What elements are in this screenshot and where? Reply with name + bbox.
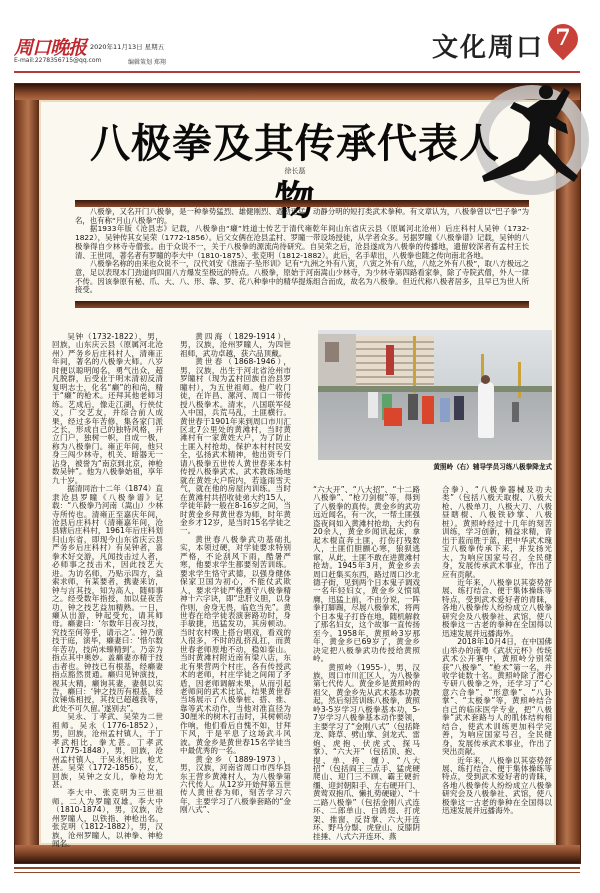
photo-student <box>368 392 378 418</box>
photo-billboard <box>325 342 339 362</box>
photo-banner <box>386 345 394 375</box>
footer-divider-thin <box>14 872 580 873</box>
body-paragraph: 据清同治十二年（1874）直隶沧县罗瞳《八极拳谱》记载：“八极拳乃河南（嵩山）少林寺所传也。清雍正至嘉庆年间，沧县后庄科村（清雍嘉年间，沧县辖后庄科村，1961年后庄科划归山东省，即现今山东省庆云县严务乡后庄科村）有吴钟者，喜拳术好交游，凡闻技击过人者，必师事之技击术，因此技艺大进。为访名师，乃贴示四方，益索求师，有某要者，携妻来访，钟与言其技，知为高人，随师事之。经受数年指授，加以昼夜苦功，钟之技艺益加精熟。一日，癞从出游，钟起受允，请其师母。癞妻曰：‘尔数年日夜习技，究技至何等乎，请示之’。钟乃演技于庭，演毕，癞妻曰：‘惜尔数年苦功，技尚未臻精到’。乃亲为指点其中奥妙。盖癞妻亦精于技击者也。钟技已有根基，经癞妻指点豁然贯通。癞归见钟演技，视其大精，癞询其妻，妻俱以实告，癞曰：‘钟之技历有根基，经汝锤炼相授，其技已超越我等，此处不可久留。’遂别去”。 <box>52 484 163 713</box>
contact-email: E-mail:2278356715@qq.com <box>14 57 102 64</box>
photo-hedge <box>318 386 552 392</box>
body-paragraph: 吴钟（1732-1822），男，回族，山东庆云县（原属河北沧州）严务乡后庄科村人，清雍正年间，著名的八极拳大师。八岁时便以聪明闻名，勇气出众，超凡脱群，后受业于明末清初反清复明志士，化名“癞”的和尚，精于“癞”的枪术。还拜其他老师习练。艺成后，像走江湖，行侠仗义，广交艺友，并综合前人成果，经过多年苦修，集各家门派之长，形成自己的独特风格，开立门户，独树一帜，自成一极，称为八极拳门。雍正年间，他只身三闯少林寺，机关、暗器无一沾身，被誉为“南京到北京，神枪数吴钟”。他为八极拳始祖，享年九十岁。 <box>52 332 163 485</box>
newspaper-logo: 周口晚报 <box>14 37 87 59</box>
body-paragraph: 近年来，八极拳以其姿势舒展、练打结合、便于集体操练等特点，受到武术爱好者的青睐，各地八极拳传人纷纷成立八极拳研究会及八极拳社、武馆，使八极拳这一古老的拳种在全国得以迅速发展并远播海外。 <box>442 577 552 638</box>
photo-building <box>356 336 434 390</box>
article-photo <box>318 330 552 460</box>
body-paragraph: 近年来，八极拳以其姿势舒展、练打结合、便于集体操练等特点，受到武术爱好者的青睐，各地八极拳传人纷纷成立八极拳研究会及八极拳社、武馆，使八极拳这一古老的拳种在全国得以迅速发展并远播海外。 <box>442 755 552 816</box>
article-title: 八极拳及其传承代表人 <box>90 120 500 167</box>
footer-divider <box>14 867 580 869</box>
body-column-2 <box>180 333 291 825</box>
intro-top-bar <box>75 200 529 207</box>
photo-student <box>440 398 450 422</box>
frame-left-edge <box>15 84 39 863</box>
frame-right-edge <box>556 84 580 863</box>
body-column-4 <box>442 486 552 825</box>
photo-student <box>384 408 402 426</box>
body-column-3 <box>313 485 420 841</box>
photo-student <box>422 396 434 424</box>
header-divider <box>14 71 580 73</box>
article-author: 徐长磊 <box>284 167 306 175</box>
body-paragraph: 2018年10月4日，在中国佛山举办的南粤《武状元杯》传统武术公开赛中，黄照岭分别荣获“八极拳”、“枪术”第一名，并收学徒数十名。黄照岭除了潜心专研八极拳之外，还学习了“心意六合拳”、“形意拳”、“八卦掌”、“太极拳”等，黄照岭结合自己的临床医学专业，把“八极拳”武术套路与人的肌体结构相结合，使武术训练更加科学完善，为响应国家号召，全民健身，发展传承武术事业，作出了突出贡献。 <box>442 637 552 757</box>
photo-instructor <box>478 382 494 438</box>
editor-credit: 编辑策划 郑翔 <box>128 59 166 66</box>
intro-paragraph: 八极拳名称的由来也众说不一，汉代刘安《淮南子·坠形训》记有“九洲之外有八寅，八寅之外有八纮，八纮之外有八极”，取八方极远之意，足以表现本门劲道向四面八方爆发至极远的特点。八极拳，原始于河南嵩山少林寺，为少林寺第四路看家拳，除了寺院武僧，外人一律不传。因该拳原有秘、爪、大、八、形、靠、罗、花八种拳中的精华提炼组合而成，故名为八极拳。但近代称八极者居多，且早已为世人所接受。 <box>75 259 529 295</box>
body-paragraph: 合拳）、“八极拳器械及功夫类”（包括八极天取棍、八极大枪、八极单刀、八极大刀、八极昼瞎棍、八极铁砂掌、八极桩）。黄照岭经过十几年的刻苦训练，学习创新，精益求精，青出于蓝而胜于蓝，把中华武术瑰宝八极拳传承下来，并发扬光大，为响应国家号召，全民健身，发展传承武术事业，作出了应有贡献。 <box>442 485 552 579</box>
photo-caption: 黄照岭（右）辅导学员习练八极拳降龙式 <box>433 463 552 471</box>
photo-lamp-post <box>518 362 521 398</box>
body-paragraph: 黄世春八极拳武功基础扎实，本领过硬，对学徒要求特别严格，不论刮风下雨，酷暑严寒，他要求学生都要刻苦训练。要求学生恪守武德，以强身健体保家卫国为初心，不能仗武欺人，要求学徒严格遵守八极拳精神十六字诀，即“忠肝义胆，以身作则，舍身无畏，临危当先”。黄世春在给学徒表演套路功时，身手敏捷，迅猛发功，其房顿动。当时农村晚上搭台唱戏，看戏的人很多，不时的乱挤乱扛，而黄世春老师原地不动，稳如泰山。当时黄滩村附近南有梁八店，东北有果营两个村庄，各有传授武术的老师，村庄学徒之间闹了矛盾，因老师调解未果，从而引起老师间的武术比试。结果黄世春当场展示了八极拳桩、搭、推、靠等武术动作，当他对准直径为30厘米的树木打击时，其树顿动作响，他们看后自愧不如，甘拜下风，于是平息了这场武斗风波。黄金乡是黄世春15名学徒当中最优秀的一名。 <box>180 534 291 756</box>
body-paragraph: 黄金乡（1889-1973），男，汉族，河南省周口市西华县东王营乡黄滩村人，为八极拳第六代传人。从12岁开始拜第五世传人黄世春为师，刻苦学习六年，主要学习了八极拳套路的“金刚八式”、 <box>180 754 291 815</box>
page-number: 7 <box>555 25 571 51</box>
photo-student <box>512 402 519 422</box>
photo-student <box>408 394 418 420</box>
photo-student <box>454 396 464 420</box>
body-column-1 <box>52 332 163 849</box>
body-paragraph: 吴永、丁孝武、吴荣为二世祖师。吴永（1776-1852），男，回族，沧州孟村镇人，于丁孝武相比，拳尤甚。丁孝武（1775-1848），男，回族，沧州孟村镇人，于吴永相比，枪尤甚。吴荣（1772-1856），女，回族，吴钟之女儿，拳枪均尤甚。 <box>52 712 163 790</box>
intro-bottom-bar <box>75 301 529 308</box>
photo-instructor-head <box>481 375 490 384</box>
body-paragraph: “六大开”、“八大招”、“十二路八极拳”、“枪刀剑棍”等，得到了八极拳的真传。黄金乡的武功远近闻名，有一次，一帮土匪强盗夜间如入黄滩村抢劫，大约有20余人，黄金乡闻讯起床，拿起木棍直奔土匪，打伤打残数人，土匪们胆颤心寒，狼狈逃窜，从此，土匪不敢在进黄滩村抢劫。1945年3月，黄金乡去周口赶集买东西，路过周口沙北德子街，见到两个日本鬼子调戏一名年轻妇女，黄金乡义愤填膺，迅猛上前，不由分说，一阵拳打脚踢，尽展八极拳术，将两个日本鬼子打昏在地，随机解救了那名妇女，这个故事一直传扬至今。1958年，黄照岭3岁那年，黄金乡已69岁了，黄金乡决定把八极拳武功传授给黄照岭。 <box>313 485 420 664</box>
intro-paragraph: 八极拳，又名开门八极拳，是一种拳势猛烈、雄健刚烈、遒劲迅猛、动静分明的短打类武术拳种。有文章认为，八极拳曾以“巴子拳”为名，也有称“月山八极拳”的。 <box>75 207 529 225</box>
issue-date: 2020年11月13日 星期五 <box>90 43 165 51</box>
body-paragraph: 黄四海（1829-1914），男，汉族，沧州罗瞳人，为四世祖师，武功卓越，获六品顶戴。 <box>180 332 291 358</box>
intro-paragraph: 据1933年版《沧县志》记载，八极拳由“癞”姓道士传艺于清代雍乾年间山东省庆云县（原属河北沧州）后庄科村人吴钟（1732-1822），吴钟传其女吴荣（1772-1856）。后父女俩在沧县孟村、罗瞳一带设场授徒，从学者众多。另据罗瞳《八极拳谱》记载，吴钟的八极拳得自少林寺寺僧张。由于众说不一，关于八极拳的源流尚待研究。自吴荣之后，沧县遂成为八极拳的传播地，遗留较深者有孟村王长清、王世同，著名者有罗瞳的李大中（1810-1875）、张克明（1812-1882）。此后，名手辈出，八极拳也随之传向南北各地。 <box>75 224 529 260</box>
body-paragraph: 黄照岭（1955-），男，汉族，周口市川汇区人，为八极拳第七代传人。黄金乡是黄照岭的祖父，黄金乡先从武术基本功教起，然后刻苦训练八极拳，黄照岭3-5岁学习八极拳基本功，5-7岁学习八极拳基本动作要领，主要学习了“金刚八式”（包括降龙、降草、劈山掌、剑龙式、雷炮、虎抱、伏虎式、探马掌）、“六大开”（包括顶、抱、提、单、挎、缠）、“八大招”（包括阎王三点手、猛虎硬爬山、迎门三不顾、霸王硬折缰、迎封朝阳手、左右硬开门、黄莺双抱爪、懒扎势硬碰）、“十二路八极拳”（包括金刚八式连环、二郎单山、白鸽翅、打虎架、推窗、反背掌、六大开连环、野马分鬃、虎登山、反膝阴挂捶、八式六开连环、燕 <box>313 662 420 841</box>
body-paragraph: 李大中、张克明为三世祖师。二人为罗瞳双雄。李大中（1810-1874），男，汉族，沧州罗瞳人，以铁指、神枪出名。张克明（1812-1882），男，汉族，沧州罗瞳人，以神拳、神枪闻名。 <box>52 788 163 849</box>
section-title: 文化周口 <box>432 33 545 63</box>
body-paragraph: 黄世春（1868-1946），男，汉族，出生于河北省沧州市罗瞳村（现为孟村回族自治县罗瞳村），为五世祖师。他广收门徒，在许昌、漯河、周口一带传授八极拳术。清末，八国联军侵入中国，兵荒马乱，土匪横行。黄世春于1901年来到周口市川汇区北7公里处的黄滩村，当时黄滩村有一家黄姓大户，为了防止土匪入村抢劫，保护本村村民安全，弘扬武术精神，他出资专门请八极拳五世传人黄世春来本村传授八极拳武术。武术教练场地就在黄姓大户院内，若逢雨雪天气，就在他的房屋内训练。当时在黄滩村共招收徒弟大约15人，学徒年龄一般在8-16岁之间，当时黄金乡拜黄世春为师，时年黄金乡才12岁，是当时15名学徒之一。 <box>180 357 291 536</box>
article-intro <box>75 208 529 295</box>
